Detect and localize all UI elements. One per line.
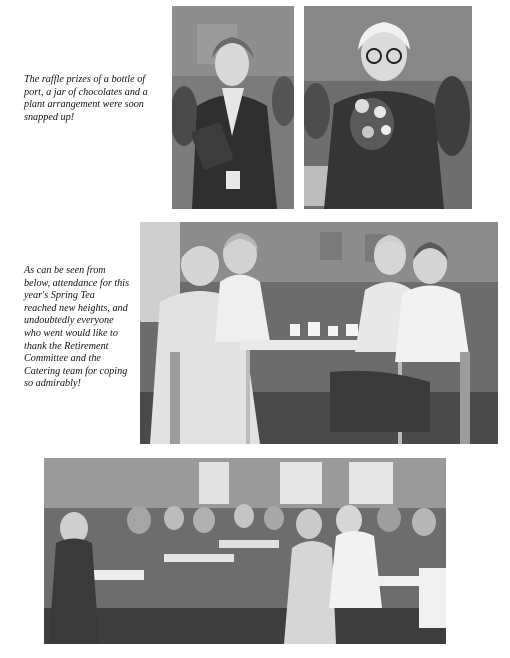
photo-dining-hall bbox=[44, 458, 446, 644]
caption-raffle bbox=[24, 74, 174, 124]
caption-line: The raffle prizes of a bottle of bbox=[24, 74, 146, 85]
caption-line: As can be seen from bbox=[24, 265, 106, 276]
caption-line: year's Spring Tea bbox=[24, 290, 95, 302]
caption-line: thank the Retirement bbox=[24, 340, 109, 352]
caption-line: who went would like to bbox=[24, 327, 118, 339]
caption-line: plant arrangement were soon bbox=[24, 99, 144, 111]
caption-line: snapped up! bbox=[24, 111, 75, 123]
photo-raffle-chocolates bbox=[172, 6, 294, 209]
photo-tea-table bbox=[140, 222, 498, 444]
caption-spring-tea bbox=[24, 265, 144, 391]
caption-line: below, attendance for this bbox=[24, 277, 130, 289]
caption-line: Committee and the bbox=[24, 353, 101, 365]
caption-line: so admirably! bbox=[24, 378, 81, 390]
photo-raffle-plant bbox=[304, 6, 472, 209]
photo-raffle-plant-image bbox=[304, 6, 472, 209]
caption-line: Catering team for coping bbox=[24, 365, 128, 377]
photo-tea-table-image bbox=[140, 222, 498, 444]
photo-dining-hall-image bbox=[44, 458, 446, 644]
caption-line: reached new heights, and bbox=[24, 302, 128, 314]
caption-line: undoubtedly everyone bbox=[24, 315, 114, 327]
photo-raffle-chocolates-image bbox=[172, 6, 294, 209]
caption-line: port, a jar of chocolates and a bbox=[24, 86, 148, 98]
